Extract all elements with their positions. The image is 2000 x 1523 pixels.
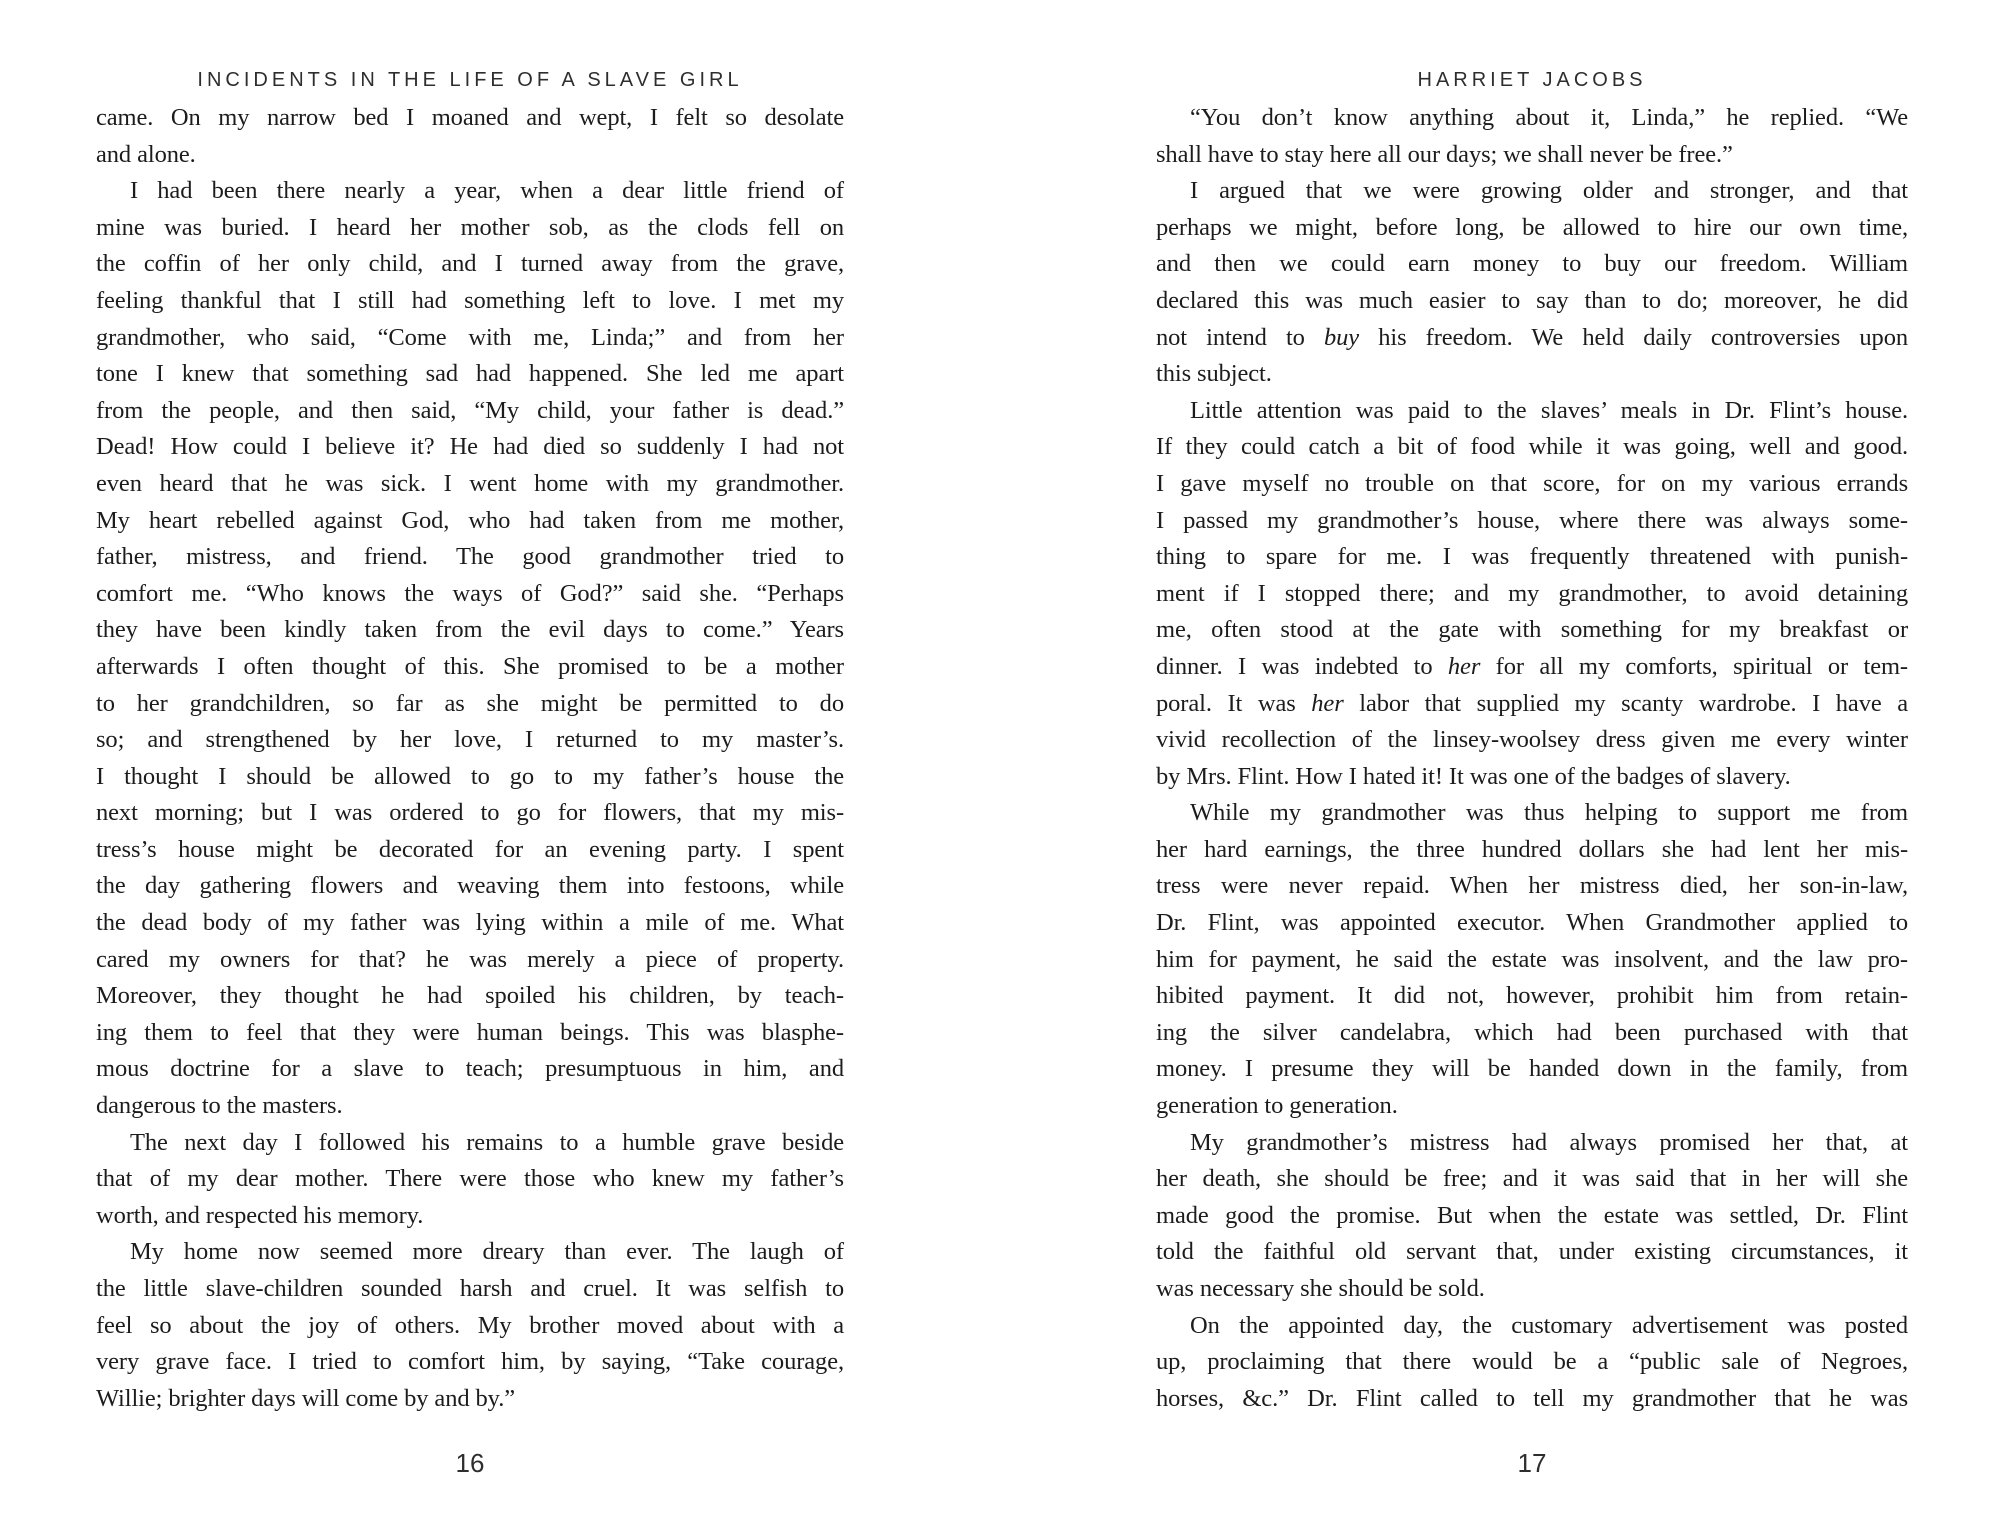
text-line: Dr. Flint, was appointed executor. When Grandmother applied to [1156, 909, 1908, 937]
text-line: and alone. [96, 140, 196, 168]
text-line: so; and strengthened by her love, I returned to my master’s. [96, 726, 844, 754]
text-line: I passed my grandmother’s house, where there was always some- [1156, 506, 1908, 534]
text-line: On the appointed day, the customary advertisement was posted [1190, 1311, 1908, 1339]
page-right [1156, 0, 1908, 1523]
text-line: While my grandmother was thus helping to support me from [1190, 799, 1908, 827]
text-line: father, mistress, and friend. The good grandmother tried to [96, 543, 844, 571]
text-line: came. On my narrow bed I moaned and wept, I felt so desolate [96, 104, 844, 131]
text-line: by Mrs. Flint. How I hated it! It was one of the badges of slavery. [1156, 762, 1791, 790]
text-line: that of my dear mother. There were those who knew my father’s [96, 1165, 844, 1193]
text-line: Moreover, they thought he had spoiled his children, by teach- [96, 982, 844, 1010]
italic-word: her [1311, 689, 1344, 717]
italic-word: buy [1323, 323, 1360, 351]
text-line: poral. It was her labor that supplied my scanty wardrobe. I have a [1156, 689, 1909, 717]
text-line: The next day I followed his remains to a humble grave beside [130, 1128, 844, 1156]
text-line: Little attention was paid to the slaves’ meals in Dr. Flint’s house. [1190, 396, 1908, 424]
text-line: I gave myself no trouble on that score, for on my various errands [1156, 469, 1908, 497]
text-line: and then we could earn money to buy our freedom. William [1156, 250, 1908, 278]
text-line: generation to generation. [1156, 1092, 1398, 1120]
text-line: I thought I should be allowed to go to my father’s house the [96, 762, 844, 790]
text-line: Dead! How could I believe it? He had died so suddenly I had not [96, 433, 844, 461]
text-line: My home now seemed more dreary than ever. The laugh of [130, 1238, 844, 1266]
text-line: to her grandchildren, so far as she might be permitted to do [96, 689, 844, 717]
text-line: If they could catch a bit of food while it was going, well and good. [1156, 433, 1908, 461]
text-line: up, proclaiming that there would be a “public sale of Negroes, [1156, 1348, 1908, 1376]
text-line: tress were never repaid. When her mistress died, her son-in-law, [1156, 872, 1908, 900]
text-line: ing the silver candelabra, which had been purchased with that [1156, 1018, 1908, 1046]
text-line: the dead body of my father was lying within a mile of me. What [96, 909, 844, 937]
text-line: ment if I stopped there; and my grandmother, to avoid detaining [1156, 579, 1908, 607]
text-line: the coffin of her only child, and I turned away from the grave, [96, 250, 844, 278]
text-line: not intend to buy his freedom. We held daily controversies upon [1156, 323, 1908, 351]
text-line: this subject. [1156, 360, 1272, 388]
text-line: mine was buried. I heard her mother sob, as the clods fell on [96, 213, 844, 241]
text-line: hibited payment. It did not, however, prohibit him from retain- [1156, 982, 1908, 1010]
text-line: her death, she should be free; and it was said that in her will she [1156, 1165, 1908, 1193]
text-line: Willie; brighter days will come by and by.” [96, 1384, 516, 1412]
text-line: mous doctrine for a slave to teach; presumptuous in him, and [96, 1055, 844, 1083]
text-line: made good the promise. But when the estate was settled, Dr. Flint [1156, 1201, 1908, 1229]
running-header-author: HARRIET JACOBS [1417, 69, 1647, 91]
page-body-text-right [1156, 100, 1908, 1417]
text-line: ing them to feel that they were human beings. This was blasphe- [96, 1018, 844, 1046]
page-left [96, 0, 844, 1523]
text-line: feel so about the joy of others. My brother moved about with a [96, 1311, 844, 1339]
text-line: the little slave-children sounded harsh and cruel. It was selfish to [96, 1275, 844, 1302]
text-line: afterwards I often thought of this. She promised to be a mother [96, 652, 844, 680]
running-header-book-title: INCIDENTS IN THE LIFE OF A SLAVE GIRL [197, 69, 743, 91]
text-line: grandmother, who said, “Come with me, Linda;” and from her [96, 323, 844, 351]
page-number-left: 16 [455, 1448, 485, 1478]
text-line: from the people, and then said, “My child, your father is dead.” [96, 396, 844, 424]
text-line: tress’s house might be decorated for an evening party. I spent [96, 835, 844, 863]
text-line: “You don’t know anything about it, Linda,” he replied. “We [1190, 104, 1908, 131]
text-line: me, often stood at the gate with something for my breakfast or [1156, 616, 1908, 644]
text-line: cared my owners for that? he was merely a piece of property. [96, 945, 844, 973]
text-line: I argued that we were growing older and stronger, and that [1190, 177, 1908, 205]
text-line: told the faithful old servant that, under existing circumstances, it [1156, 1238, 1908, 1266]
page-number-right: 17 [1517, 1448, 1547, 1478]
text-line: declared this was much easier to say than to do; moreover, he did [1156, 286, 1908, 314]
text-line: dangerous to the masters. [96, 1092, 343, 1120]
text-line: horses, &c.” Dr. Flint called to tell my grandmother that he was [1156, 1384, 1908, 1412]
text-line: I had been there nearly a year, when a dear little friend of [130, 177, 844, 205]
text-line: they have been kindly taken from the evil days to come.” Years [96, 616, 844, 644]
text-line: the day gathering flowers and weaving them into festoons, while [96, 872, 844, 900]
text-line: thing to spare for me. I was frequently threatened with punish- [1156, 543, 1908, 571]
text-line: was necessary she should be sold. [1156, 1275, 1485, 1302]
text-line: very grave face. I tried to comfort him, by saying, “Take courage, [96, 1348, 844, 1376]
text-line: worth, and respected his memory. [96, 1201, 424, 1229]
page-body-text-left [96, 100, 844, 1417]
text-line: even heard that he was sick. I went home with my grandmother. [96, 469, 844, 497]
text-line: perhaps we might, before long, be allowed to hire our own time, [1156, 213, 1908, 241]
italic-word: her [1447, 652, 1481, 680]
text-line: him for payment, he said the estate was insolvent, and the law pro- [1156, 945, 1908, 973]
text-line: My grandmother’s mistress had always promised her that, at [1190, 1128, 1908, 1156]
text-line: comfort me. “Who knows the ways of God?” said she. “Perhaps [96, 579, 844, 607]
text-line: tone I knew that something sad had happened. She led me apart [96, 360, 844, 388]
text-line: My heart rebelled against God, who had taken from me mother, [96, 506, 844, 534]
text-line: her hard earnings, the three hundred dollars she had lent her mis- [1156, 835, 1908, 863]
text-line: money. I presume they will be handed down in the family, from [1156, 1055, 1908, 1083]
text-line: dinner. I was indebted to her for all my comforts, spiritual or tem- [1156, 652, 1908, 680]
text-line: next morning; but I was ordered to go for flowers, that my mis- [96, 799, 844, 827]
text-line: shall have to stay here all our days; we shall never be free.” [1156, 140, 1733, 168]
text-line: feeling thankful that I still had something left to love. I met my [96, 286, 844, 314]
text-line: vivid recollection of the linsey-woolsey dress given me every winter [1156, 726, 1908, 754]
